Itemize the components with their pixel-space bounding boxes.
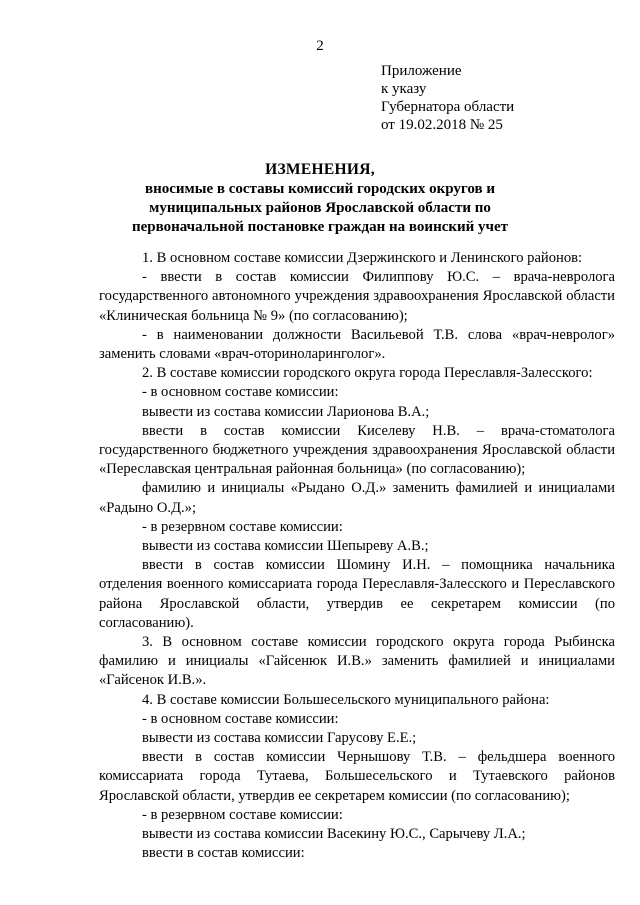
paragraph: ввести в состав комиссии Шомину И.Н. – помощника начальника отделения военного комиссариата города Переславля-Залесского и Переславского района Ярославской области, утвердив ее секретарем комиссии (по согласованию). <box>99 557 615 631</box>
appendix-line: Губернатора области <box>381 99 515 115</box>
paragraph: - в резервном составе комиссии: <box>142 806 343 823</box>
paragraph: 1. В основном составе комиссии Дзержинского и Ленинского районов: <box>142 250 583 266</box>
appendix-line: от 19.02.2018 № 25 <box>381 117 503 133</box>
page-number: 2 <box>316 38 324 54</box>
paragraph: - в основном составе комиссии: <box>142 710 339 727</box>
document-title: ИЗМЕНЕНИЯ, <box>265 161 375 178</box>
paragraph: ввести в состав комиссии: <box>142 845 305 862</box>
paragraph: вывести из состава комиссии Васекину Ю.С., Сарычеву Л.А.; <box>142 826 526 843</box>
paragraph: - в наименовании должности Васильевой Т.В. слова «врач-невролог» заменить словами «врач-оториноларинголог». <box>99 326 615 363</box>
paragraph: 3. В основном составе комиссии городского округа города Рыбинска фамилию и инициалы «Гайсенюк И.В.» заменить фамилией и инициалами «Гайсенок И.В.». <box>99 634 615 689</box>
paragraph: ввести в состав комиссии Чернышову Т.В. – фельдшера военного комиссариата города Тутаева, Большесельского и Тутаевского районов Ярославской области, утвердив ее секретарем комиссии (по согласованию); <box>99 749 615 804</box>
document-subtitle: вносимые в составы комиссий городских округов и муниципальных районов Ярославской области по первоначальной постановке граждан на воинский учет <box>131 181 509 235</box>
appendix-block <box>381 62 621 134</box>
appendix-line: Приложение <box>381 63 462 79</box>
document-body <box>99 249 615 864</box>
paragraph: 2. В составе комиссии городского округа города Переславля-Залесского: <box>142 365 593 382</box>
paragraph: - в основном составе комиссии: <box>142 384 339 401</box>
paragraph: фамилию и инициалы «Рыдано О.Д.» заменить фамилией и инициалами «Радыно О.Д.»; <box>99 480 615 516</box>
paragraph: вывести из состава комиссии Ларионова В.А.; <box>142 403 430 420</box>
paragraph: - ввести в состав комиссии Филиппову Ю.С. – врача-невролога государственного автономного учреждения здравоохранения Ярославской области «Клиническая больница № 9» (по согласованию); <box>99 269 615 324</box>
paragraph: вывести из состава комиссии Гарусову Е.Е.; <box>142 730 417 747</box>
paragraph: 4. В составе комиссии Большесельского муниципального района: <box>142 691 550 708</box>
appendix-line: к указу <box>381 81 427 97</box>
paragraph: ввести в состав комиссии Киселеву Н.В. – врача-стоматолога государственного бюджетного учреждения здравоохранения Ярославской области «Переславская центральная районная больница» (по согласованию); <box>99 422 615 478</box>
paragraph: - в резервном составе комиссии: <box>142 518 343 535</box>
paragraph: вывести из состава комиссии Шепыреву А.В.; <box>142 538 429 555</box>
